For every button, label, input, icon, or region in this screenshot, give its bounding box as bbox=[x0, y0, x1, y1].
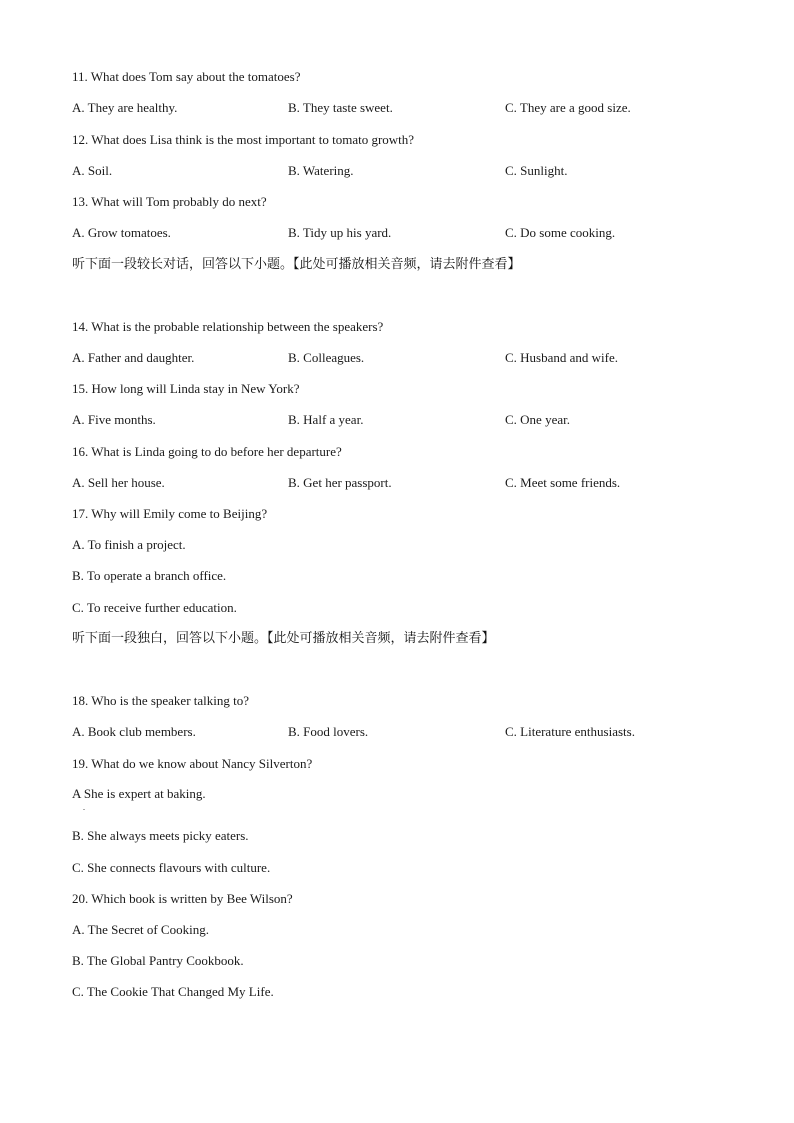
question-17: 17. Why will Emily come to Beijing? bbox=[72, 506, 268, 521]
q20-option-a: A. The Secret of Cooking. bbox=[72, 922, 209, 937]
q13-option-b: B. Tidy up his yard. bbox=[288, 225, 392, 240]
q17-option-c: C. To receive further education. bbox=[72, 600, 237, 615]
q15-option-a: A. Five months. bbox=[72, 412, 156, 427]
q18-option-c: C. Literature enthusiasts. bbox=[505, 724, 635, 739]
q18-option-b: B. Food lovers. bbox=[288, 724, 369, 739]
q12-option-c: C. Sunlight. bbox=[505, 163, 568, 178]
q15-option-c: C. One year. bbox=[505, 412, 570, 427]
q13-option-a: A. Grow tomatoes. bbox=[72, 225, 171, 240]
q14-option-c: C. Husband and wife. bbox=[505, 350, 619, 365]
q14-option-b: B. Colleagues. bbox=[288, 350, 365, 365]
q15-option-b: B. Half a year. bbox=[288, 412, 364, 427]
q13-option-c: C. Do some cooking. bbox=[505, 225, 616, 240]
dialogue-instruction: 听下面一段较长对话，回答以下小题。【此处可播放相关音频，请去附件查看】 bbox=[72, 257, 521, 272]
q11-option-c: C. They are a good size. bbox=[505, 100, 631, 115]
q14-option-a: A. Father and daughter. bbox=[72, 350, 195, 365]
q11-option-b: B. They taste sweet. bbox=[288, 100, 393, 115]
q17-option-b: B. To operate a branch office. bbox=[72, 568, 227, 583]
question-13: 13. What will Tom probably do next? bbox=[72, 194, 267, 209]
q19-option-c: C. She connects flavours with culture. bbox=[72, 860, 271, 875]
q20-option-b: B. The Global Pantry Cookbook. bbox=[72, 953, 244, 968]
question-18: 18. Who is the speaker talking to? bbox=[72, 693, 250, 708]
q16-option-b: B. Get her passport. bbox=[288, 475, 392, 490]
q18-option-a: A. Book club members. bbox=[72, 724, 196, 739]
q12-option-b: B. Watering. bbox=[288, 163, 354, 178]
q17-option-a: A. To finish a project. bbox=[72, 537, 186, 552]
q12-option-a: A. Soil. bbox=[72, 163, 113, 178]
monologue-instruction: 听下面一段独白，回答以下小题。【此处可播放相关音频，请去附件查看】 bbox=[72, 631, 495, 646]
question-16: 16. What is Linda going to do before her departure? bbox=[72, 444, 342, 459]
q11-option-a: A. They are healthy. bbox=[72, 100, 178, 115]
q19-option-b: B. She always meets picky eaters. bbox=[72, 828, 249, 843]
q16-option-c: C. Meet some friends. bbox=[505, 475, 621, 490]
question-20: 20. Which book is written by Bee Wilson? bbox=[72, 891, 293, 906]
stray-dot-mark: . bbox=[83, 803, 85, 812]
question-19: 19. What do we know about Nancy Silverton? bbox=[72, 756, 313, 771]
question-14: 14. What is the probable relationship between the speakers? bbox=[72, 319, 384, 334]
question-11: 11. What does Tom say about the tomatoes? bbox=[72, 69, 301, 84]
q20-option-c: C. The Cookie That Changed My Life. bbox=[72, 984, 274, 999]
q19-option-a: A She is expert at baking. bbox=[72, 786, 206, 801]
question-15: 15. How long will Linda stay in New York? bbox=[72, 381, 300, 396]
q16-option-a: A. Sell her house. bbox=[72, 475, 165, 490]
question-12: 12. What does Lisa think is the most important to tomato growth? bbox=[72, 132, 415, 147]
